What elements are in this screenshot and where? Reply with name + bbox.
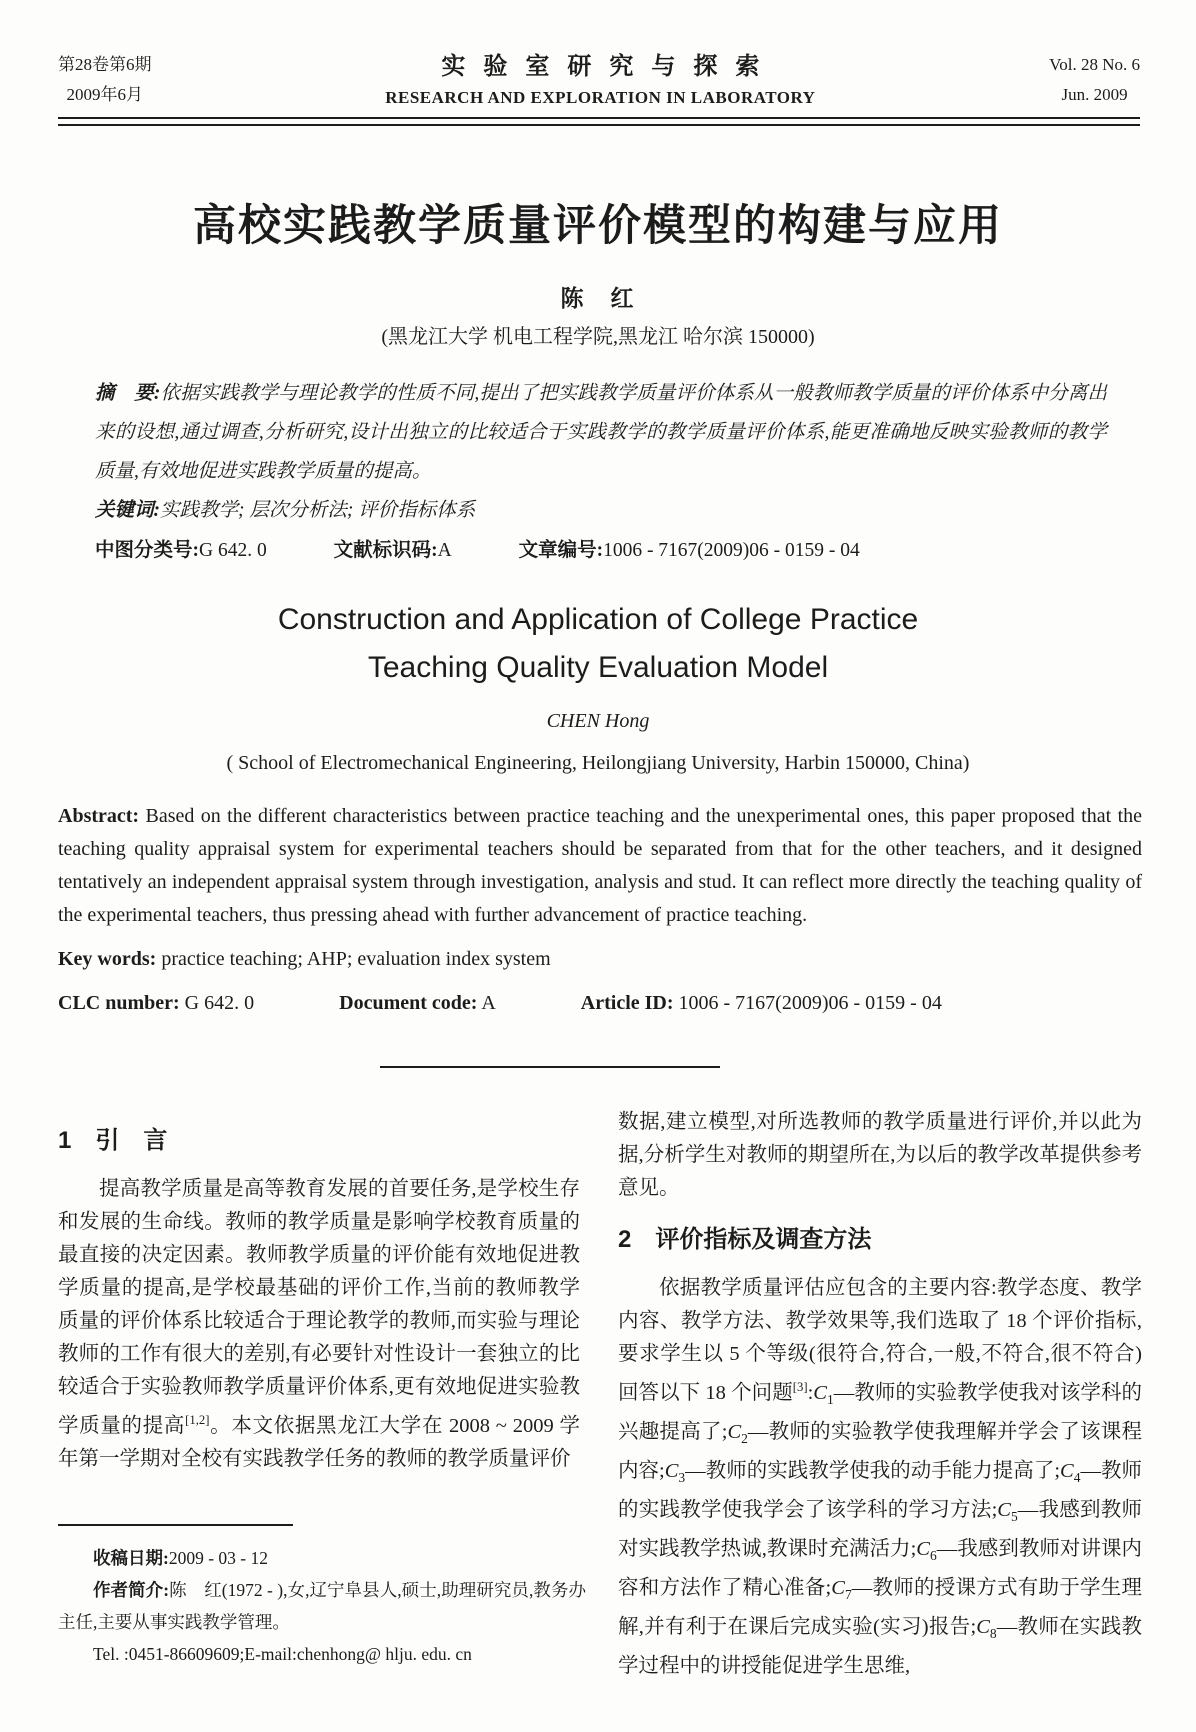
footnote-divider-rule (58, 1524, 293, 1526)
clc-en: CLC number: G 642. 0 (58, 992, 255, 1014)
abstract-cn (95, 374, 1107, 491)
keywords-text-en: practice teaching; AHP; evaluation index system (156, 948, 551, 970)
abstract-text-cn: 依据实践教学与理论教学的性质不同,提出了把实践教学质量评价体系从一般教师教学质量的评价体系中分离出来的设想,通过调查,分析研究,设计出独立的比较适合于实践教学的教学质量评价体系,能更准确地反映实验教师的教学质量,有效地促进实践教学质量的提高。 (95, 383, 1107, 482)
classification-line-cn (95, 531, 1107, 570)
section-2-paragraph: 依据教学质量评估应包含的主要内容:教学态度、教学内容、教学方法、教学效果等,我们选取了 18 个评价指标,要求学生以 5 个等级(很符合,符合,一般,不符合,很不符合)回答以下 18 个问题$[3]:C_1—$教师的实验教学使我对该学科的兴趣提高了$;C_2—$教师的实验教学使我理解并学会了该课程内容$;C_3—$教师的实践教学使我的动手能力提高了$;C_4—$教师的实践教学使我学会了该学科的学习方法$;C_5—$我感到教师对实践教学热诚,教课时充满活力$;C_6—$我感到教师对讲课内容和方法作了精心准备$;C_7—$教师的授课方式有助于学生理解,并有利于在课后完成实验(实习)报告$;C_8—$教师在实践教学过程中的讲授能促进学生思维, (618, 1277, 1143, 1678)
abstract-en (58, 800, 1142, 932)
author-name-en: CHEN Hong (546, 710, 650, 732)
issue-volume-en: Vol. 28 No. 6 (1049, 55, 1140, 74)
issue-date-cn: 2009年6月 (66, 85, 143, 104)
section-1-heading: 1 引 言 (58, 1127, 168, 1154)
footnote-block (58, 1524, 586, 1670)
abstract-block-cn (95, 374, 1107, 570)
journal-name-cn: 实验室研究与探索 (441, 54, 778, 80)
articleid-cn: 文章编号:1006 - 7167(2009)06 - 0159 - 04 (518, 540, 860, 561)
header-issue-cn (58, 50, 152, 110)
keywords-en (58, 943, 1142, 976)
keywords-label-cn: 关键词: (95, 500, 160, 521)
body-column-right (618, 1106, 1142, 1683)
doccode-en: Document code: A (339, 992, 496, 1014)
abstract-block-en (58, 800, 1142, 1020)
section-1-paragraph: 提高教学质量是高等教育发展的首要任务,是学校生存和发展的生命线。教师的教学质量是影响学校教育质量的最直接的决定因素。教师教学质量的评价能有效地促进教学质量的提高,是学校最基础的评价工作,当前的教师教学质量的评价体系比较适合于理论教学的教师,而实验与理论教师的工作有很大的差别,有必要针对性设计一套独立的比较适合于实验教师教学质量评价体系,更有效地促进实验教学质量的提高[1,2]。本文依据黑龙江大学在 2008 ~ 2009 学年第一学期对全校有实践教学任务的教师的教学质量评价 (58, 1178, 580, 1470)
abstract-label-cn: 摘 要: (95, 383, 161, 404)
journal-name-en: RESEARCH AND EXPLORATION IN LABORATORY (385, 88, 816, 107)
article-title-en-line2: Teaching Quality Evaluation Model (367, 651, 829, 684)
issue-date-en: Jun. 2009 (1061, 85, 1128, 104)
classification-line-en (58, 987, 1142, 1020)
issue-volume-cn: 第28卷第6期 (58, 55, 152, 74)
contact-line: Tel. :0451-86609609;E-mail:chenhong@ hlju. edu. cn (93, 1644, 472, 1664)
body-column-left (58, 1124, 580, 1476)
section-2-heading: 2 评价指标及调查方法 (618, 1226, 872, 1253)
header-journal-name (385, 50, 815, 112)
section-divider-rule (380, 1066, 720, 1068)
journal-header (58, 50, 1140, 112)
received-date-line: 收稿日期:2009 - 03 - 12 (93, 1548, 268, 1568)
abstract-text-en: Based on the different characteristics between practice teaching and the unexperimental ones, this paper proposed that the teaching quality appraisal system for experimental teachers should be separated from that for the other teachers, and it designed tentatively an independent appraisal system through investigation, analysis and stud. It can reflect more directly the teaching quality of the experimental teachers, thus pressing ahead with further advancement of practice teaching. (58, 805, 1142, 926)
keywords-text-cn: 实践教学; 层次分析法; 评价指标体系 (160, 500, 476, 521)
doccode-cn: 文献标识码:A (333, 540, 452, 561)
column-2-lead-paragraph: 数据,建立模型,对所选教师的教学质量进行评价,并以此为据,分析学生对教师的期望所在,为以后的教学改革提供参考意见。 (618, 1111, 1142, 1199)
header-divider-rule (58, 117, 1140, 126)
article-title-en-line1: Construction and Application of College Practice (277, 603, 919, 636)
article-title-cn: 高校实践教学质量评价模型的构建与应用 (193, 203, 1003, 250)
header-issue-en (1049, 50, 1140, 110)
author-name-cn: 陈 红 (560, 286, 636, 311)
keywords-cn (95, 491, 1107, 530)
articleid-en: Article ID: 1006 - 7167(2009)06 - 0159 - 04 (580, 992, 942, 1014)
abstract-label-en: Abstract: (58, 805, 140, 827)
author-bio-line: 作者简介:陈 红(1972 - ),女,辽宁阜县人,硕士,助理研究员,教务办主任,主要从事实践教学管理。 (58, 1580, 587, 1632)
keywords-label-en: Key words: (58, 948, 157, 970)
clc-cn: 中图分类号:G 642. 0 (95, 540, 267, 561)
affiliation-en: ( School of Electromechanical Engineering, Heilongjiang University, Harbin 150000, China) (226, 752, 970, 774)
article-title-en (0, 596, 1196, 692)
affiliation-cn: (黑龙江大学 机电工程学院,黑龙江 哈尔滨 150000) (381, 326, 815, 348)
